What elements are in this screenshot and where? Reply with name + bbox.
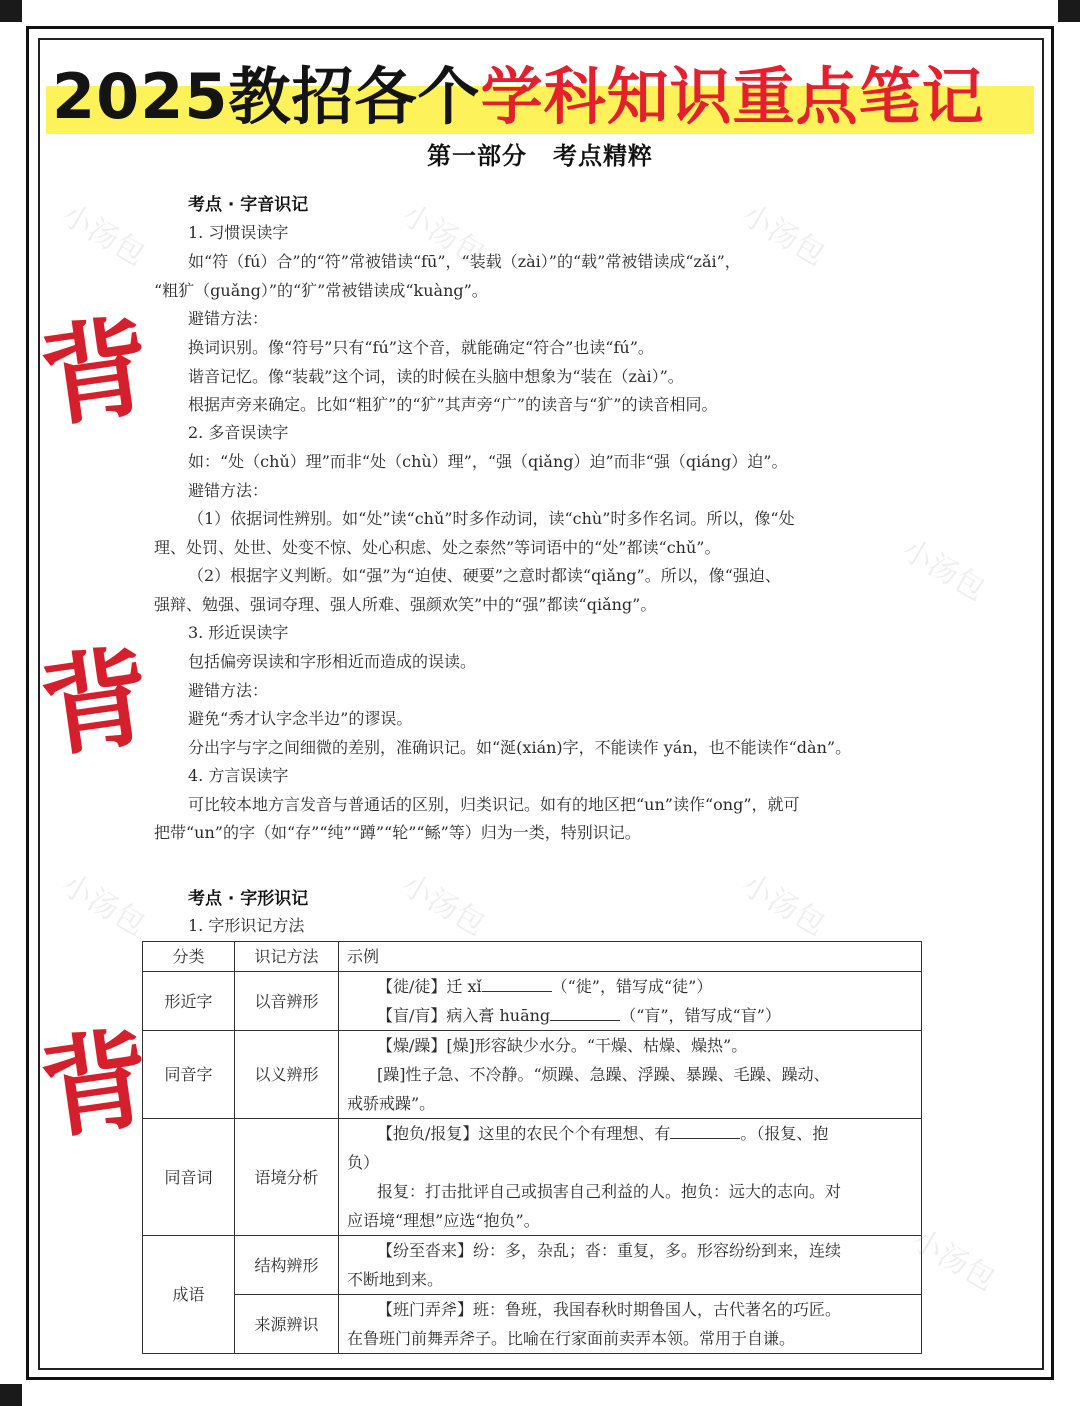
memorize-mark: 背 <box>33 304 159 443</box>
body-line: 避错方法： <box>188 309 269 328</box>
title-part2: 学科知识重点笔记 <box>480 60 985 133</box>
example-cell <box>339 1119 922 1236</box>
example-cell <box>339 1031 922 1119</box>
body-line: （1）依据词性辨别。如“处”读“chǔ”时多作动词，读“chù”时多作名词。所以，像“处 <box>188 509 795 528</box>
category-cell: 形近字 <box>143 972 235 1031</box>
table-row <box>143 1119 922 1236</box>
corner-mark <box>0 0 22 22</box>
table-header: 分类 <box>143 942 235 972</box>
example-line <box>347 1119 913 1148</box>
table-row <box>143 1295 922 1354</box>
body-line: 分出字与字之间细微的差别，准确识记。如“涎(xián)字，不能读作 yán，也不能读作“dàn”。 <box>188 738 852 757</box>
example-line: 【纷至沓来】纷：多，杂乱；沓：重复，多。形容纷纷到来，连续 <box>377 1241 842 1260</box>
body-line: 把带“un”的字（如“存”“纯”“蹲”“轮”“鲧”等）归为一类，特别识记。 <box>154 823 641 842</box>
example-cell <box>339 1295 922 1354</box>
example-text: （“肓”，错写成“盲”） <box>620 1006 781 1025</box>
memorize-mark: 背 <box>33 634 159 773</box>
body-line: 可比较本地方言发音与普通话的区别，归类识记。如有的地区把“un”读作“ong”，就可 <box>188 795 800 814</box>
watermark: 小汤包 <box>735 867 831 943</box>
example-text: 。（报复、抱 <box>740 1124 829 1143</box>
subtitle-name: 考点精粹 <box>553 142 653 170</box>
body-line: 强辩、勉强、强词夺理、强人所难、强颜欢笑”中的“强”都读“qiǎng”。 <box>154 595 657 614</box>
method-cell: 以义辨形 <box>235 1031 339 1119</box>
table-header: 识记方法 <box>235 942 339 972</box>
watermark: 小汤包 <box>895 532 991 608</box>
example-line: 在鲁班门前舞弄斧子。比喻在行家面前卖弄本领。常用于自谦。 <box>347 1329 796 1348</box>
method-cell: 语境分析 <box>235 1119 339 1236</box>
section-heading-pronunciation: 考点 · 字音识记 <box>188 195 309 215</box>
body-line: “粗犷（guǎng）”的“犷”常被错读成“kuàng”。 <box>154 281 488 300</box>
category-cell: 同音字 <box>143 1031 235 1119</box>
example-line: 报复：打击批评自己或损害自己利益的人。抱负：远大的志向。对 <box>377 1182 842 1201</box>
watermark: 小汤包 <box>55 867 151 943</box>
method-cell: 来源辨识 <box>235 1295 339 1354</box>
subheading: 2. 多音误读字 <box>188 423 289 442</box>
answer-blank <box>670 1124 740 1139</box>
watermark: 小汤包 <box>735 197 831 273</box>
example-text: （“徙”，错写成“徒”） <box>551 977 713 996</box>
body-line: 根据声旁来确定。比如“粗犷”的“犷”其声旁“广”的读音与“犷”的读音相同。 <box>188 395 718 414</box>
example-text: 【盲/肓】病入膏 huāng <box>377 1006 551 1025</box>
watermark: 小汤包 <box>395 197 491 273</box>
subheading: 4. 方言误读字 <box>188 766 289 785</box>
example-line: [躁]性子急、不冷静。“烦躁、急躁、浮躁、暴躁、毛躁、躁动、 <box>377 1065 830 1084</box>
category-cell: 同音词 <box>143 1119 235 1236</box>
method-cell: 结构辨形 <box>235 1236 339 1295</box>
corner-mark <box>0 1384 22 1406</box>
example-text: 【徙/徒】迁 xǐ <box>377 977 482 996</box>
body-line: 如“符（fú）合”的“符”常被错读“fū”，“装载（zài）”的“载”常被错读成“zǎi”， <box>188 252 741 271</box>
watermark: 小汤包 <box>905 1222 1001 1298</box>
example-text: 【抱负/报复】这里的农民个个有理想、有 <box>377 1124 671 1143</box>
watermark: 小汤包 <box>395 867 491 943</box>
watermark: 小汤包 <box>55 197 151 273</box>
example-cell <box>339 972 922 1031</box>
body-line: 避免“秀才认字念半边”的谬误。 <box>188 709 413 728</box>
example-line <box>347 1001 913 1030</box>
example-line: 戒骄戒躁”。 <box>347 1094 436 1113</box>
table-row <box>143 972 922 1031</box>
body-line: 换词识别。像“符号”只有“fú”这个音，就能确定“符合”也读“fú”。 <box>188 338 654 357</box>
glyph-method-table <box>142 941 922 1354</box>
body-line: 避错方法： <box>188 681 269 700</box>
subheading: 1. 习惯误读字 <box>188 223 289 242</box>
body-line: 避错方法： <box>188 481 269 500</box>
example-line: 【燥/躁】[燥]形容缺少水分。“干燥、枯燥、燥热”。 <box>377 1036 748 1055</box>
answer-blank <box>550 1006 620 1021</box>
section-subtitle <box>0 136 1080 171</box>
table-row <box>143 1236 922 1295</box>
body-line: 包括偏旁误读和字形相近而造成的误读。 <box>188 652 477 671</box>
section-heading-glyph: 考点 · 字形识记 <box>188 889 309 909</box>
example-line: 不断地到来。 <box>347 1270 444 1289</box>
body-line: （2）根据字义判断。如“强”为“迫使、硬要”之意时都读“qiǎng”。所以，像“强迫、 <box>188 566 781 585</box>
subheading: 3. 形近误读字 <box>188 623 289 642</box>
example-line: 负） <box>347 1153 380 1172</box>
subheading: 1. 字形识记方法 <box>188 916 305 935</box>
example-line <box>347 972 913 1001</box>
body-line: 谐音记忆。像“装载”这个词，读的时候在头脑中想象为“装在（zài）”。 <box>188 367 684 386</box>
table-header-row <box>143 942 922 972</box>
corner-mark <box>1058 0 1080 22</box>
example-line: 应语境“理想”应选“抱负”。 <box>347 1211 540 1230</box>
subtitle-part: 第一部分 <box>427 142 527 170</box>
example-line: 【班门弄斧】班：鲁班，我国春秋时期鲁国人，古代著名的巧匠。 <box>377 1300 842 1319</box>
table-row <box>143 1031 922 1119</box>
page-title <box>52 52 1032 142</box>
body-line: 理、处罚、处世、处变不惊、处心积虑、处之泰然”等词语中的“处”都读“chǔ”。 <box>154 538 721 557</box>
table-header: 示例 <box>339 942 922 972</box>
method-cell: 以音辨形 <box>235 972 339 1031</box>
title-part1: 2025教招各个 <box>52 60 481 133</box>
answer-blank <box>482 977 552 992</box>
memorize-mark: 背 <box>33 1016 159 1155</box>
example-cell <box>339 1236 922 1295</box>
category-cell: 成语 <box>143 1236 235 1354</box>
body-line: 如：“处（chǔ）理”而非“处（chù）理”，“强（qiǎng）迫”而非“强（qiáng）迫”。 <box>188 452 788 471</box>
